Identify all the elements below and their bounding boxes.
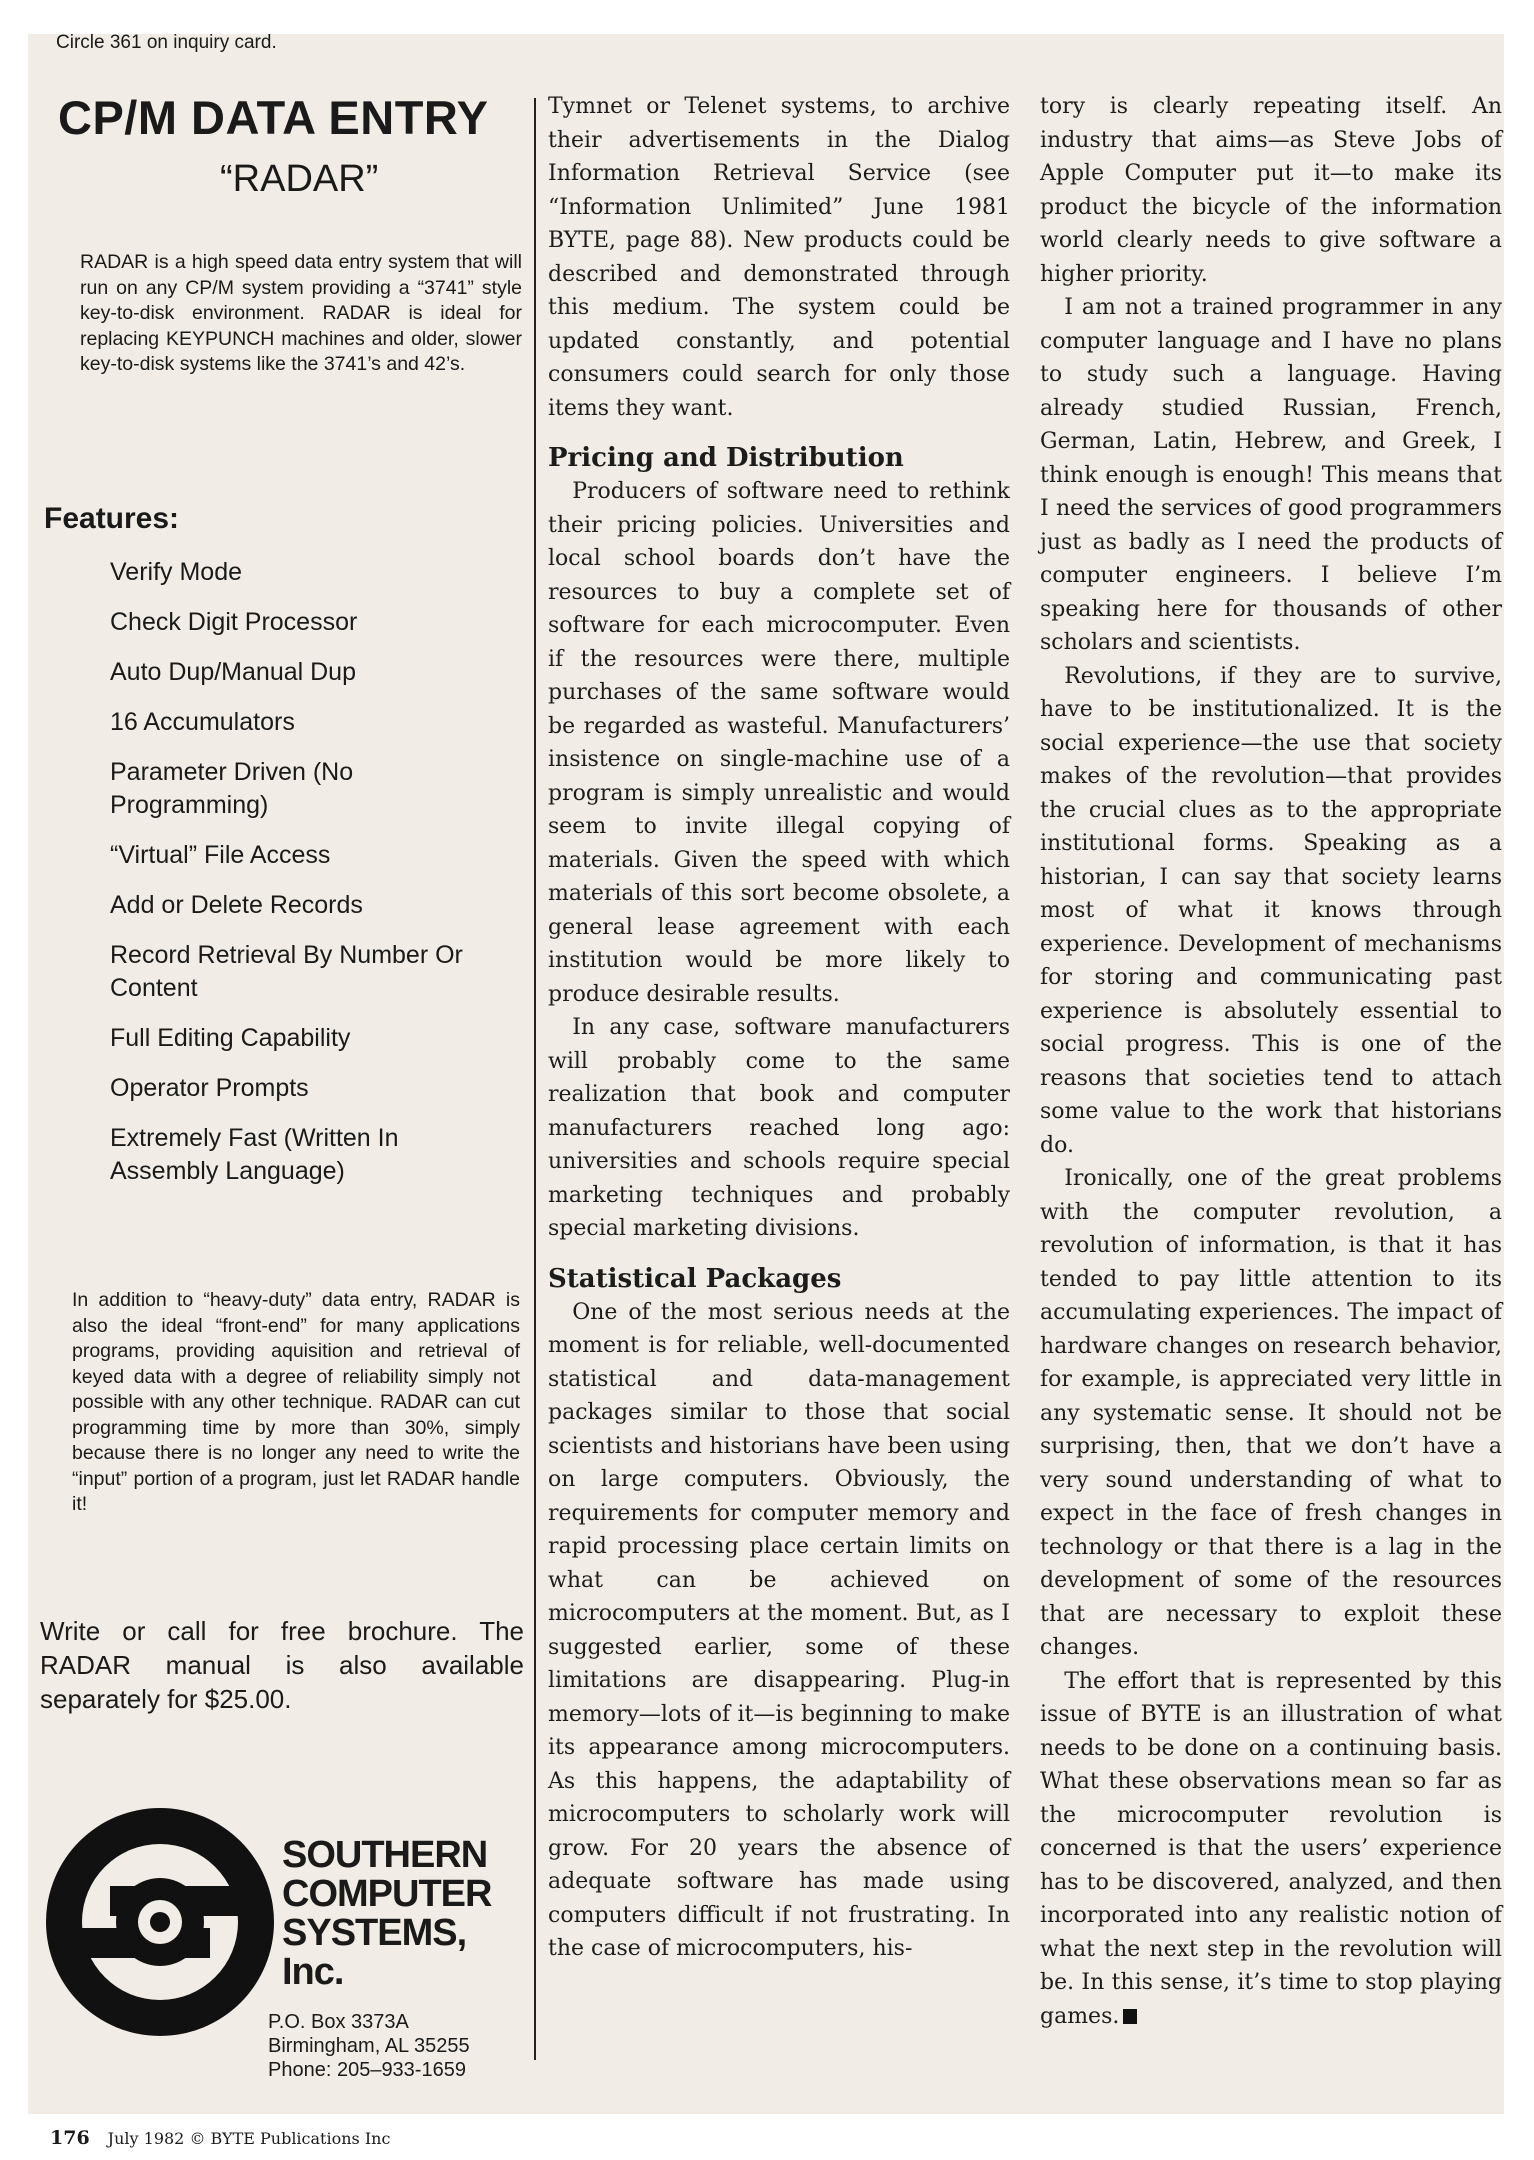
feature-item: Record Retrieval By Number Or Content: [110, 941, 463, 1002]
article-paragraph: tory is clearly repeating itself. An industry that aims—as Steve Jobs of Apple Computer put it—to make its product the bicycle of the information world clearly needs to give software a higher priority.: [1040, 94, 1502, 287]
address-line: Birmingham, AL 35255: [268, 2035, 470, 2057]
feature-item: Full Editing Capability: [110, 1024, 351, 1052]
article-paragraph: One of the most serious needs at the moment is for reliable, well-documented statistical and data-management packages similar to those that social scientists and historians have been using on large computers. Obviously, the requirements for computer memory and rapid processing place certain limits on what can be achieved on microcomputers at the moment. But, as I suggested earlier, some of these limitations are disappearing. Plug-in memory—lots of it—is beginning to make its appearance among microcomputers. As this happens, the adaptability of microcomputers to scholarly work will grow. For 20 years the absence of adequate software has made using computers difficult if not frustrating. In the case of microcomputers, his-: [548, 1299, 1010, 1961]
features-heading: Features:: [44, 502, 180, 535]
inquiry-note: Circle 361 on inquiry card.: [56, 32, 277, 53]
company-name-line: SOUTHERN: [282, 1834, 488, 1876]
article-paragraph: In any case, software manufacturers will probably come to the same realization that book and computer manufacturers reached long ago: universities and schools require special marketing techniques and probably special marketing divisions.: [548, 1015, 1010, 1241]
article-paragraph: Ironically, one of the great problems with the computer revolution, a revolution of information, is that it has tended to pay little attention to its accumulating experiences. The impact of hardware changes on research behavior, for example, is appreciated very little in any systematic sense. It should not be surprising, then, that we don’t have a very sound understanding of what to expect in the face of fresh changes in technology or that there is a lag in the development of some of the resources that are necessary to exploit these changes.: [1040, 1166, 1502, 1660]
feature-item: “Virtual” File Access: [110, 841, 331, 869]
ad-subtitle: “RADAR”: [220, 158, 379, 200]
feature-item: Operator Prompts: [110, 1074, 309, 1102]
address-line: P.O. Box 3373A: [268, 2011, 409, 2033]
ad-body: In addition to “heavy-duty” data entry, RADAR is also the ideal “front-end” for many applications programs, providing aquisition and retrieval of keyed data with a degree of reliability simply not possible with any other technique. RADAR can cut programming time by more than 30%, simply because there is no longer any need to write the “input” portion of a program, just let RADAR handle it!: [72, 1289, 520, 1515]
feature-item: Parameter Driven (No Programming): [110, 758, 354, 819]
address-line: Phone: 205–933-1659: [268, 2059, 466, 2081]
feature-item: Add or Delete Records: [110, 891, 363, 919]
company-name-line: Inc.: [282, 1951, 344, 1993]
footer-credit: July 1982 © BYTE Publications Inc: [107, 2129, 391, 2148]
article-paragraph: Revolutions, if they are to survive, have to be institutionalized. It is the social experience—the use that society makes of the revolution—that provides the crucial clues as to the appropriate institutional forms. Speaking as a historian, I can say that society learns most of what it knows through experience. Development of mechanisms for storing and communicating past experience is absolutely essential to social progress. This is one of the reasons that societies tend to attach some value to the work that historians do.: [1040, 663, 1502, 1158]
ad-call-to-action: Write or call for free brochure. The RADAR manual is also available separately for $25.00.: [40, 1616, 524, 1714]
section-heading: Statistical Packages: [548, 1263, 842, 1294]
company-name-line: SYSTEMS,: [282, 1912, 467, 1954]
features-list: [110, 556, 510, 1205]
article-paragraph: [1040, 1665, 1502, 2034]
ad-title: CP/M DATA ENTRY: [58, 91, 489, 144]
article-column-2: [1040, 90, 1502, 2033]
article-column-1: [548, 90, 1010, 1966]
feature-item: Auto Dup/Manual Dup: [110, 658, 356, 686]
company-address: [268, 2010, 470, 2082]
section-heading: Pricing and Distribution: [548, 443, 904, 473]
end-mark-icon: [1123, 2009, 1137, 2024]
company-name: [282, 1836, 491, 1992]
feature-item: 16 Accumulators: [110, 708, 295, 736]
column-divider: [534, 98, 536, 2060]
page-number: 176: [50, 2127, 90, 2149]
feature-item: Check Digit Processor: [110, 608, 358, 636]
article-paragraph: Tymnet or Telenet systems, to archive their advertisements in the Dialog Information Retrieval Service (see “Information Unlimited” June 1981 BYTE, page 88). New products could be described and demonstrated through this medium. The system could be updated constantly, and potential consumers could search for only those items they want.: [548, 94, 1010, 421]
feature-item: Extremely Fast (Written In Assembly Language): [110, 1124, 399, 1185]
company-name-line: COMPUTER: [282, 1873, 492, 1915]
company-logo-icon: [40, 1802, 280, 2042]
ad-intro: RADAR is a high speed data entry system that will run on any CP/M system providing a “3741” style key-to-disk environment. RADAR is ideal for replacing KEYPUNCH machines and older, slower key-to-disk systems like the 3741’s and 42’s.: [80, 251, 522, 375]
page-footer: [50, 2127, 390, 2149]
article-paragraph: I am not a trained programmer in any computer language and I have no plans to study such a language. Having already studied Russian, French, German, Latin, Hebrew, and Greek, I think enough is enough! This means that I need the services of good programmers just as badly as I need the products of computer engineers. I believe I’m speaking here for thousands of other scholars and scientists.: [1040, 295, 1502, 655]
article-text: The effort that is represented by this issue of BYTE is an illustration of what needs to be done on a continuing basis. What these observations mean so far as the microcomputer revolution is concerned is that the users’ experience has to be discovered, analyzed, and then incorporated into any realistic notion of what the next step in the revolution will be. In this sense, it’s time to stop playing games.: [1040, 1668, 1502, 2029]
article-paragraph: Producers of software need to rethink their pricing policies. Universities and local school boards don’t have the resources to buy a complete set of software for each microcomputer. Even if the resources were there, multiple purchases of the same software would be regarded as wasteful. Manufacturers’ insistence on single-machine use of a program is simply unrealistic and would seem to invite illegal copying of materials. Given the speed with which materials of this sort become obsolete, a general lease agreement with each institution would be more likely to produce desirable results.: [548, 479, 1010, 1007]
feature-item: Verify Mode: [110, 558, 243, 586]
